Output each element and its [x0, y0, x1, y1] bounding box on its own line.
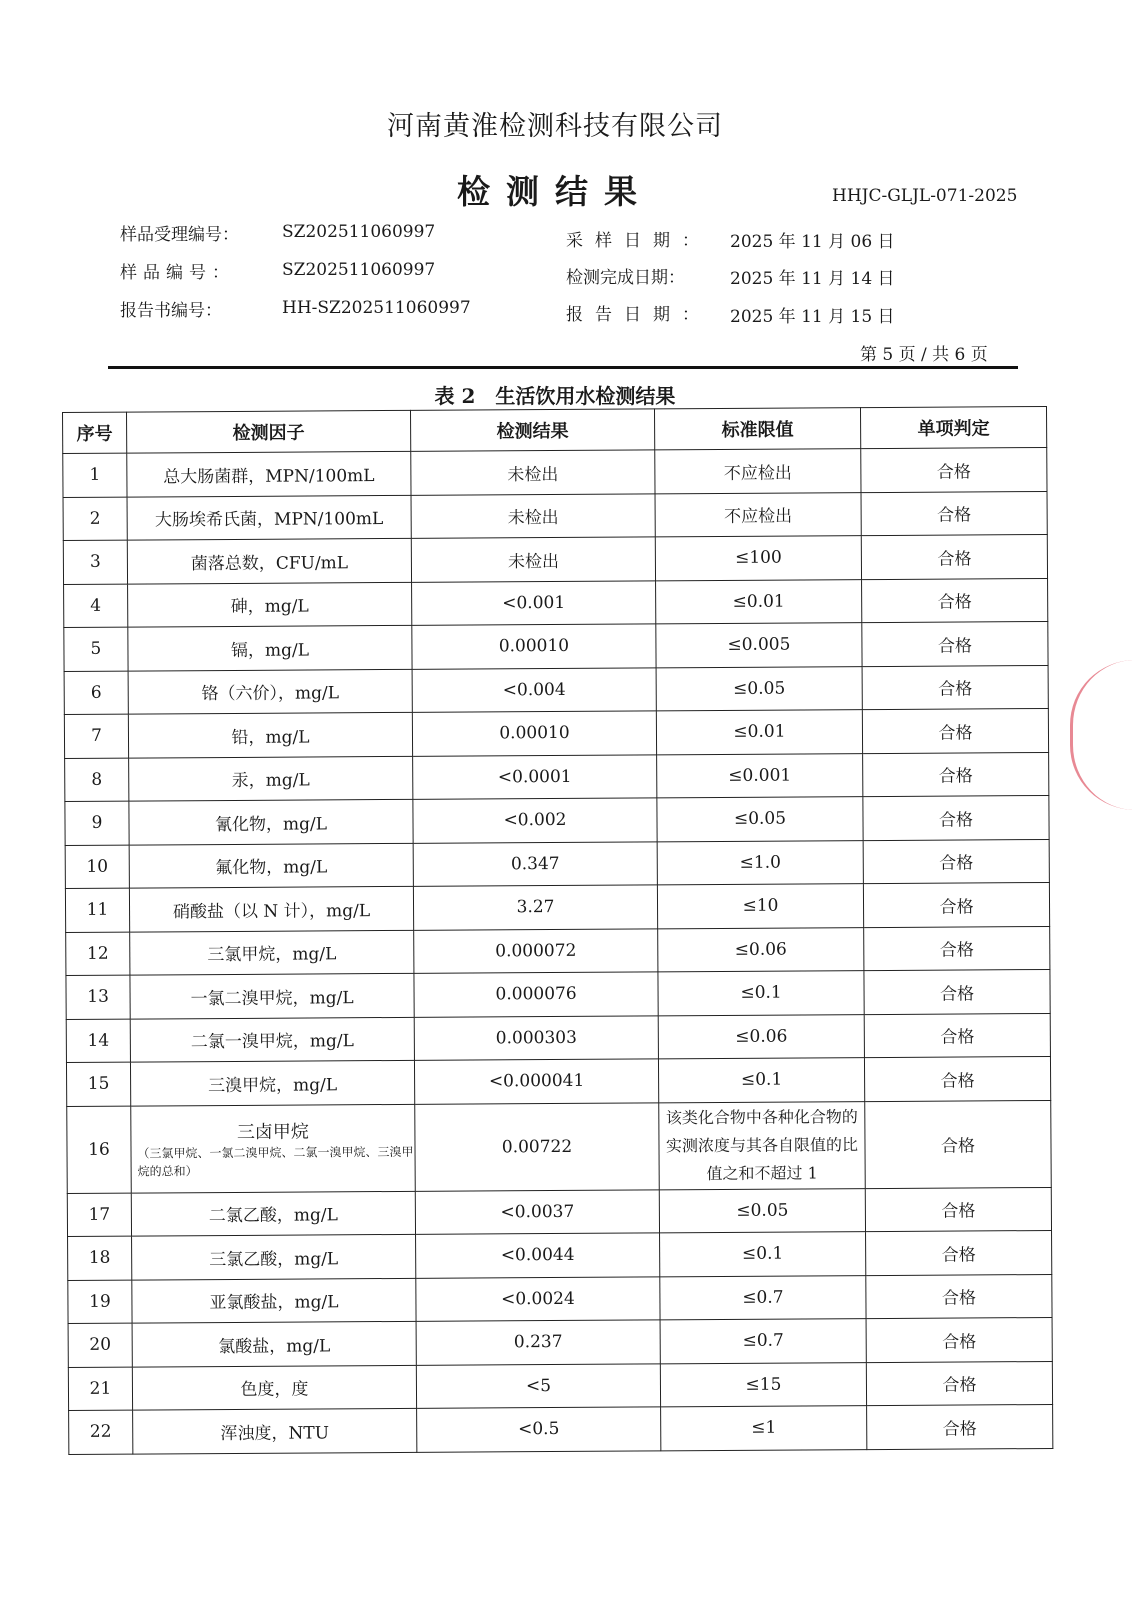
- header-no: 序号: [63, 412, 127, 453]
- cell-no: 16: [67, 1106, 132, 1193]
- cell-verdict: 合格: [861, 447, 1047, 492]
- cell-factor: 汞，mg/L: [129, 756, 413, 801]
- table-row: [68, 1361, 1052, 1411]
- table-caption: 表 2 生活饮用水检测结果: [434, 384, 676, 408]
- cell-result: 未检出: [411, 537, 655, 582]
- header-verdict: 单项判定: [860, 406, 1046, 448]
- header-limit: 标准限值: [654, 408, 860, 450]
- completion-date-label: 检测完成日期：: [566, 268, 685, 288]
- cell-limit: ≤0.01: [656, 710, 862, 755]
- cell-factor: 色度，度: [132, 1365, 416, 1410]
- cell-verdict: 合格: [863, 752, 1049, 797]
- cell-no: 4: [64, 584, 128, 628]
- cell-result: <0.002: [413, 798, 657, 843]
- cell-result: 未检出: [411, 493, 655, 538]
- cell-no: 14: [66, 1019, 130, 1063]
- header-factor: 检测因子: [127, 410, 411, 453]
- table-row: [63, 447, 1047, 497]
- cell-factor: 硝酸盐（以 N 计），mg/L: [129, 886, 413, 931]
- cell-limit: ≤0.1: [658, 1058, 864, 1103]
- table-row: [63, 534, 1047, 584]
- table-row: [68, 1317, 1052, 1367]
- cell-factor: 铅，mg/L: [128, 712, 412, 757]
- table-row: [65, 752, 1049, 802]
- report-date-value: 2025 年 11 月 15 日: [730, 307, 895, 327]
- table-row: [64, 708, 1048, 758]
- cell-no: 17: [67, 1193, 131, 1237]
- cell-verdict: 合格: [863, 839, 1049, 884]
- table-row: [66, 1013, 1050, 1063]
- cell-factor: 三溴甲烷，mg/L: [130, 1060, 414, 1105]
- cell-factor: 镉，mg/L: [128, 625, 412, 670]
- cell-limit: ≤0.7: [660, 1275, 866, 1320]
- document-title: 检测结果: [457, 172, 653, 211]
- cell-no: 2: [63, 497, 127, 541]
- cell-result: 0.237: [416, 1320, 660, 1365]
- cell-no: 5: [64, 627, 128, 671]
- cell-verdict: 合格: [861, 491, 1047, 536]
- cell-limit: ≤0.06: [658, 1014, 864, 1059]
- cell-no: 8: [65, 758, 129, 802]
- cell-verdict: 合格: [864, 969, 1050, 1014]
- cell-limit: ≤0.05: [657, 797, 863, 842]
- sample-receipt-no-label: 样品受理编号：: [120, 225, 239, 245]
- report-no-value: HH-SZ202511060997: [282, 298, 471, 318]
- cell-result: 0.000072: [414, 928, 658, 973]
- table-header-row: [63, 406, 1047, 453]
- cell-factor-main: 三卤甲烷: [236, 1121, 309, 1143]
- cell-factor-note: （三氯甲烷、一氯二溴甲烷、二氯一溴甲烷、三溴甲烷的总和）: [137, 1144, 414, 1179]
- table-row: [64, 621, 1048, 671]
- cell-limit: ≤0.06: [658, 927, 864, 972]
- cell-factor: 氰化物，mg/L: [129, 799, 413, 844]
- page-indicator: 第 5 页 / 共 6 页: [860, 345, 988, 365]
- cell-verdict: 合格: [862, 708, 1048, 753]
- cell-verdict: 合格: [866, 1230, 1052, 1275]
- cell-factor: [131, 1104, 416, 1193]
- table-row: [65, 839, 1049, 889]
- cell-factor: 菌落总数，CFU/mL: [127, 538, 411, 583]
- header-result: 检测结果: [410, 409, 654, 451]
- cell-verdict: 合格: [864, 1056, 1050, 1101]
- table-row: [69, 1404, 1053, 1454]
- cell-limit: ≤0.1: [660, 1232, 866, 1277]
- cell-result: 3.27: [413, 885, 657, 930]
- cell-result: <0.0044: [416, 1233, 660, 1278]
- cell-verdict: 合格: [863, 882, 1049, 927]
- cell-verdict: 合格: [861, 534, 1047, 579]
- cell-verdict: 合格: [862, 665, 1048, 710]
- cell-factor: 三氯甲烷，mg/L: [130, 930, 414, 975]
- table-row: [64, 578, 1048, 628]
- table-row: [66, 969, 1050, 1019]
- completion-date-value: 2025 年 11 月 14 日: [730, 269, 895, 289]
- cell-limit: ≤0.005: [656, 623, 862, 668]
- cell-no: 3: [63, 540, 127, 584]
- table-row: [66, 1056, 1050, 1106]
- results-table: [62, 406, 1053, 1454]
- cell-no: 10: [65, 845, 129, 889]
- header-divider: [108, 366, 1018, 369]
- cell-limit: ≤1.0: [657, 840, 863, 885]
- cell-limit: [659, 1101, 866, 1189]
- cell-verdict: 合格: [862, 578, 1048, 623]
- cell-factor: 铬（六价），mg/L: [128, 669, 412, 714]
- report-date-label: 报告日期：: [566, 305, 711, 325]
- cell-no: 20: [68, 1323, 132, 1367]
- document-code: HHJC-GLJL-071-2025: [832, 186, 1018, 206]
- cell-factor: 砷，mg/L: [128, 582, 412, 627]
- cell-limit-text: 该类化合物中各种化合物的实测浓度与其各自限值的比值之和不超过 1: [665, 1106, 859, 1183]
- cell-factor: 亚氯酸盐，mg/L: [132, 1278, 416, 1323]
- cell-result: <0.004: [412, 667, 656, 712]
- sampling-date-value: 2025 年 11 月 06 日: [730, 232, 895, 252]
- cell-result: <0.5: [417, 1407, 661, 1452]
- cell-result: 0.347: [413, 841, 657, 886]
- cell-verdict: 合格: [865, 1187, 1051, 1232]
- cell-factor: 二氯乙酸，mg/L: [131, 1191, 415, 1236]
- sample-receipt-no-value: SZ202511060997: [282, 222, 436, 242]
- cell-verdict: 合格: [866, 1317, 1052, 1362]
- results-table-wrapper: [62, 406, 1052, 1454]
- cell-no: 7: [64, 714, 128, 758]
- cell-factor: 氯酸盐，mg/L: [132, 1321, 416, 1366]
- cell-verdict: 合格: [864, 1013, 1050, 1058]
- cell-result: 0.00722: [415, 1102, 660, 1190]
- cell-result: <0.001: [412, 580, 656, 625]
- table-row: [65, 882, 1049, 932]
- table-row: [68, 1274, 1052, 1324]
- cell-result: 0.000076: [414, 972, 658, 1017]
- cell-factor: 大肠埃希氏菌，MPN/100mL: [127, 495, 411, 540]
- cell-result: <5: [416, 1363, 660, 1408]
- cell-result: <0.0024: [416, 1276, 660, 1321]
- table-row: [65, 795, 1049, 845]
- table-row: [63, 491, 1047, 541]
- cell-limit: ≤0.01: [656, 579, 862, 624]
- cell-verdict: 合格: [866, 1274, 1052, 1319]
- cell-no: 13: [66, 975, 130, 1019]
- table-row: [64, 665, 1048, 715]
- sample-no-value: SZ202511060997: [282, 260, 436, 280]
- cell-limit: ≤0.1: [658, 971, 864, 1016]
- cell-limit: 不应检出: [655, 492, 861, 537]
- cell-limit: ≤0.05: [659, 1188, 865, 1233]
- cell-no: 15: [66, 1062, 130, 1106]
- cell-factor: 总大肠菌群，MPN/100mL: [127, 451, 411, 496]
- cell-factor: 浑浊度，NTU: [133, 1408, 417, 1453]
- cell-limit: ≤100: [655, 536, 861, 581]
- cell-result: <0.000041: [414, 1059, 658, 1104]
- cell-result: <0.0037: [415, 1189, 659, 1234]
- cell-no: 22: [69, 1410, 133, 1454]
- cell-no: 11: [65, 888, 129, 932]
- cell-verdict: 合格: [862, 621, 1048, 666]
- cell-factor: 氟化物，mg/L: [129, 843, 413, 888]
- cell-no: 21: [68, 1367, 132, 1411]
- cell-result: 0.00010: [412, 624, 656, 669]
- cell-factor: 一氯二溴甲烷，mg/L: [130, 973, 414, 1018]
- table-row: [66, 926, 1050, 976]
- cell-limit: 不应检出: [655, 449, 861, 494]
- cell-no: 1: [63, 453, 127, 497]
- table-row: [68, 1230, 1052, 1280]
- cell-limit: ≤0.7: [660, 1319, 866, 1364]
- cell-no: 6: [64, 671, 128, 715]
- cell-verdict: 合格: [866, 1361, 1052, 1406]
- cell-limit: ≤15: [660, 1362, 866, 1407]
- table-row: [67, 1100, 1052, 1193]
- cell-no: 18: [68, 1236, 132, 1280]
- cell-no: 12: [66, 932, 130, 976]
- cell-verdict: 合格: [867, 1404, 1053, 1449]
- company-name: 河南黄淮检测科技有限公司: [387, 111, 723, 142]
- cell-limit: ≤0.05: [656, 666, 862, 711]
- sample-no-label: 样品编号：: [120, 263, 235, 283]
- table-row: [67, 1187, 1051, 1237]
- cell-no: 19: [68, 1280, 132, 1324]
- cell-factor: 二氯一溴甲烷，mg/L: [130, 1017, 414, 1062]
- sampling-date-label: 采样日期：: [566, 231, 711, 251]
- cell-limit: ≤10: [657, 884, 863, 929]
- cell-limit: ≤0.001: [657, 753, 863, 798]
- cell-verdict: 合格: [865, 1100, 1052, 1188]
- cell-verdict: 合格: [864, 926, 1050, 971]
- cell-result: 0.000303: [414, 1015, 658, 1060]
- seal-stamp-partial: [1070, 660, 1132, 810]
- report-no-label: 报告书编号：: [120, 301, 222, 321]
- cell-no: 9: [65, 801, 129, 845]
- cell-verdict: 合格: [863, 795, 1049, 840]
- cell-factor: 三氯乙酸，mg/L: [132, 1234, 416, 1279]
- cell-limit: ≤1: [661, 1406, 867, 1451]
- cell-result: 未检出: [411, 450, 655, 495]
- cell-result: <0.0001: [413, 754, 657, 799]
- cell-result: 0.00010: [412, 711, 656, 756]
